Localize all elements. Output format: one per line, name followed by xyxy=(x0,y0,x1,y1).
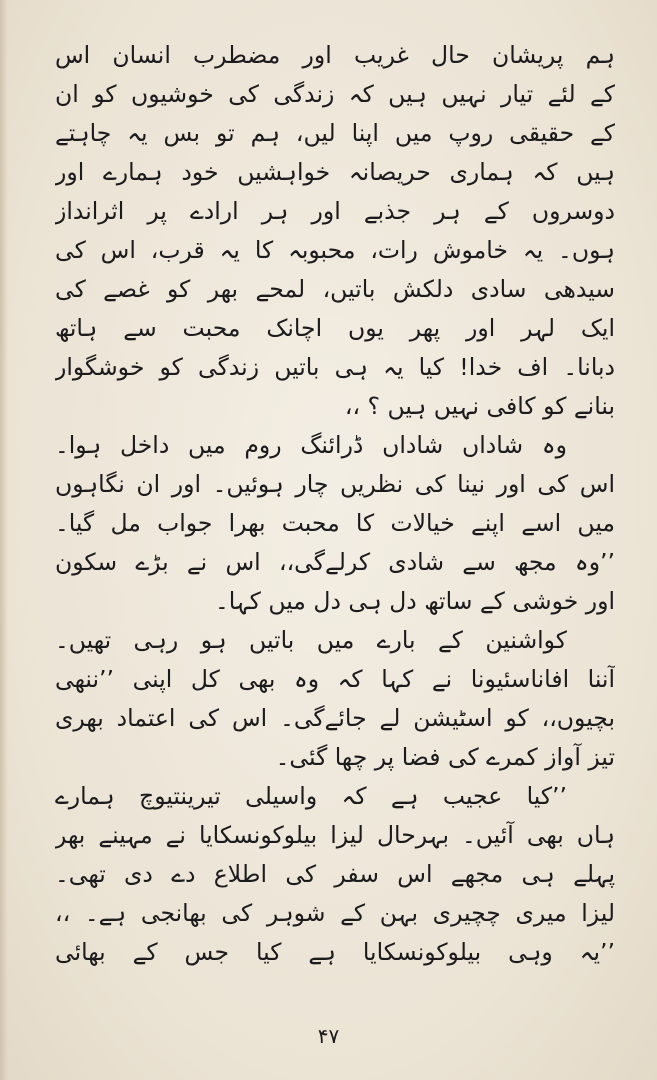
text-line: کے حقیقی روپ میں اپنا لیں، ہم تو بس یہ چاہتے xyxy=(55,119,615,147)
text-line: ایک لہر اور پھر یوں اچانک محبت سے ہاتھ xyxy=(55,314,615,342)
text-line: کے لئے تیار نہیں ہیں کہ زندگی کی خوشیوں کو ان xyxy=(55,80,615,108)
text-line: لیزا میری چچیری بہن کے شوہر کی بھانجی ہے۔ ،، xyxy=(55,899,615,927)
text-line: بنانے کو کافی نہیں ہیں ؟ ،، xyxy=(344,392,615,420)
text-line: ہوں۔ یہ خاموش رات، محبوبہ کا یہ قرب، اس کی xyxy=(55,236,615,264)
text-line: اس کی اور نینا کی نظریں چار ہوئیں۔ اور ان نگاہوں xyxy=(55,470,615,498)
text-line: آننا افاناسئیونا نے کہا کہ وہ بھی کل اپنی ’’ننھی xyxy=(55,665,615,693)
text-line: پہلے ہی مجھے اس سفر کی اطلاع دے دی تھی۔ xyxy=(55,860,615,888)
text-line: دبانا۔ اف خدا! کیا یہ ہی باتیں زندگی کو خوشگوار xyxy=(55,353,615,381)
page-text xyxy=(55,36,615,972)
text-line: ’’یہ وہی بیلوکونسکایا ہے کیا جس کے بھائی xyxy=(55,938,615,966)
text-line: دوسروں کے ہر جذبے اور ہر ارادے پر اثرانداز xyxy=(55,197,615,225)
text-line: ’’وہ مجھ سے شادی کرلےگی،، اس نے بڑے سکون xyxy=(55,548,615,576)
text-line: ہاں بھی آئیں۔ بہرحال لیزا بیلوکونسکایا نے مہینے بھر xyxy=(55,821,615,849)
text-line: وہ شاداں شاداں ڈرائنگ روم میں داخل ہوا۔ xyxy=(55,431,567,459)
text-line: کواشنین کے بارے میں باتیں ہو رہی تھیں۔ xyxy=(55,626,567,654)
text-line: اور خوشی کے ساتھ دل ہی دل میں کہا۔ xyxy=(214,587,615,615)
text-line: سیدھی سادی دلکش باتیں، لمحے بھر کو غصے کی xyxy=(55,275,615,303)
text-line: ’’کیا عجیب ہے کہ واسیلی تیرینتیوچ ہمارے xyxy=(55,782,567,810)
text-line: تیز آواز کمرے کی فضا پر چھا گئی۔ xyxy=(275,743,615,771)
text-line: ہیں کہ ہماری حریصانہ خواہشیں خود ہمارے اور xyxy=(55,158,615,186)
text-line: بچیوں،، کو اسٹیشن لے جائےگی۔ اس کی اعتماد بھری xyxy=(55,704,615,732)
page-number: ۴۷ xyxy=(317,1024,340,1048)
text-line: میں اسے اپنے خیالات کا محبت بھرا جواب مل گیا۔ xyxy=(55,509,615,537)
text-line: ہم پریشان حال غریب اور مضطرب انسان اس xyxy=(55,41,615,69)
